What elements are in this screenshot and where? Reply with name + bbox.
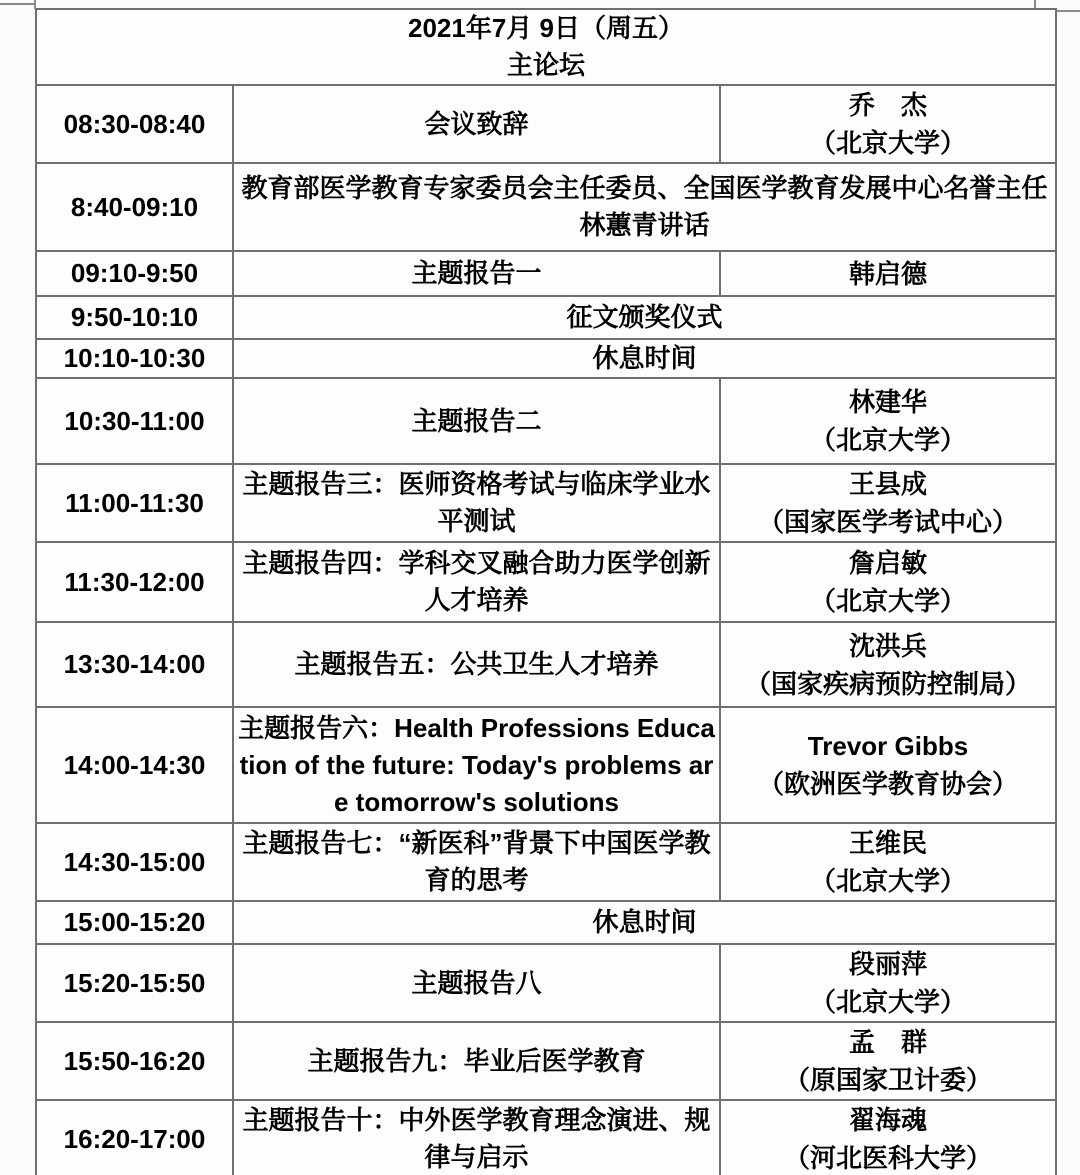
topic-cell: 主题报告四：学科交叉融合助力医学创新人才培养	[233, 542, 720, 622]
table-row	[36, 1100, 1056, 1175]
crop-artifact-right-line	[1057, 10, 1080, 12]
schedule-table	[35, 8, 1057, 1175]
speaker-organization: （北京大学）	[809, 987, 966, 1017]
time-cell: 11:30-12:00	[36, 542, 233, 622]
speaker-cell	[720, 464, 1056, 542]
topic-cell: 主题报告十：中外医学教育理念演进、规律与启示	[233, 1100, 720, 1175]
speaker-cell	[720, 707, 1056, 823]
speaker-cell	[720, 251, 1056, 296]
table-row	[36, 823, 1056, 901]
topic-cell: 休息时间	[233, 901, 1056, 944]
topic-cell: 会议致辞	[233, 85, 720, 163]
time-cell: 16:20-17:00	[36, 1100, 233, 1175]
speaker-cell	[720, 622, 1056, 707]
speaker-organization: （欧洲医学教育协会）	[757, 769, 1018, 799]
time-cell: 10:30-11:00	[36, 378, 233, 464]
table-row	[36, 542, 1056, 622]
topic-cell: 主题报告六：Health Professions Education of the future: Today's problems are tomorrow's solutions	[233, 707, 720, 823]
time-cell: 15:20-15:50	[36, 944, 233, 1022]
speaker-organization: （原国家卫计委）	[783, 1065, 992, 1095]
header-forum-title: 主论坛	[506, 50, 585, 80]
table-row	[36, 296, 1056, 339]
speaker-name: 沈洪兵	[848, 630, 927, 661]
topic-cell: 征文颁奖仪式	[233, 296, 1056, 339]
speaker-cell	[720, 378, 1056, 464]
speaker-name: 王维民	[848, 828, 927, 858]
speaker-name: 翟海魂	[848, 1105, 927, 1135]
topic-cell: 教育部医学教育专家委员会主任委员、全国医学教育发展中心名誉主任林蕙青讲话	[233, 163, 1056, 251]
topic-cell: 主题报告二	[233, 378, 720, 464]
speaker-organization: （北京大学）	[809, 425, 966, 455]
time-cell: 09:10-9:50	[36, 251, 233, 296]
speaker-organization: （北京大学）	[809, 128, 966, 158]
speaker-name: 林建华	[848, 387, 927, 417]
time-cell: 15:00-15:20	[36, 901, 233, 944]
crop-artifact-left-line	[0, 3, 35, 5]
topic-cell: 主题报告一	[233, 251, 720, 296]
speaker-organization: （国家疾病预防控制局）	[744, 668, 1031, 699]
speaker-name: 段丽萍	[848, 949, 927, 979]
table-row	[36, 163, 1056, 251]
speaker-cell	[720, 823, 1056, 901]
speaker-organization: （北京大学）	[809, 866, 966, 896]
table-row	[36, 339, 1056, 378]
table-row	[36, 1022, 1056, 1100]
time-cell: 14:00-14:30	[36, 707, 233, 823]
table-row	[36, 901, 1056, 944]
time-cell: 08:30-08:40	[36, 85, 233, 163]
topic-cell: 休息时间	[233, 339, 1056, 378]
header-row	[36, 9, 1056, 85]
time-cell: 15:50-16:20	[36, 1022, 233, 1100]
topic-cell: 主题报告三：医师资格考试与临床学业水平测试	[233, 464, 720, 542]
topic-cell: 主题报告五：公共卫生人才培养	[233, 622, 720, 707]
topic-cell: 主题报告八	[233, 944, 720, 1022]
topic-cell: 主题报告七：“新医科”背景下中国医学教育的思考	[233, 823, 720, 901]
speaker-name: 孟 群	[848, 1027, 927, 1057]
speaker-name: 王县成	[848, 469, 927, 499]
time-cell: 14:30-15:00	[36, 823, 233, 901]
speaker-cell	[720, 542, 1056, 622]
speaker-organization: （国家医学考试中心）	[757, 507, 1018, 537]
speaker-cell	[720, 944, 1056, 1022]
speaker-name: Trevor Gibbs	[807, 731, 969, 761]
table-row	[36, 944, 1056, 1022]
speaker-cell	[720, 1100, 1056, 1175]
speaker-cell	[720, 1022, 1056, 1100]
speaker-name: 韩启德	[848, 258, 927, 289]
time-cell: 9:50-10:10	[36, 296, 233, 339]
speaker-cell	[720, 85, 1056, 163]
table-row	[36, 251, 1056, 296]
topic-cell: 主题报告九：毕业后医学教育	[233, 1022, 720, 1100]
table-row	[36, 85, 1056, 163]
speaker-organization: （河北医科大学）	[783, 1143, 992, 1173]
speaker-name: 詹启敏	[848, 548, 927, 578]
table-row	[36, 622, 1056, 707]
speaker-organization: （北京大学）	[809, 586, 966, 616]
time-cell: 11:00-11:30	[36, 464, 233, 542]
table-row	[36, 707, 1056, 823]
time-cell: 13:30-14:00	[36, 622, 233, 707]
speaker-name: 乔 杰	[848, 90, 927, 120]
table-row	[36, 464, 1056, 542]
table-header-cell	[36, 9, 1056, 85]
header-date: 2021年7月 9日（周五）	[408, 13, 684, 43]
time-cell: 10:10-10:30	[36, 339, 233, 378]
time-cell: 8:40-09:10	[36, 163, 233, 251]
table-row	[36, 378, 1056, 464]
